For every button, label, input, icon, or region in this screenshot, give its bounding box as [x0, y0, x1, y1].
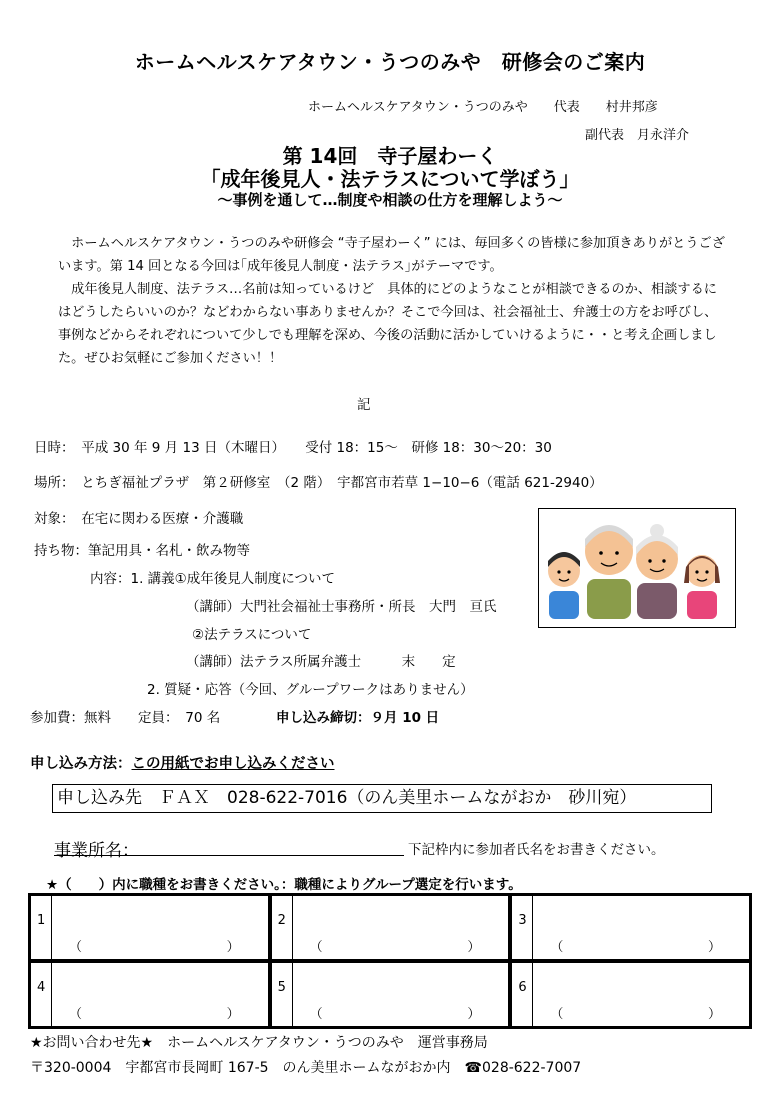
participant-form-grid	[28, 893, 752, 1029]
fee-capacity-line: 参加費：無料 定員： 70 名	[30, 710, 221, 726]
event-subtitle: ～事例を通して…制度や相談の仕方を理解しよう～	[217, 191, 563, 209]
job-type-open-paren: （	[550, 940, 564, 955]
lecturer-line-1: （講師）大門社会福祉士事務所・所長 大門 亘氏	[186, 599, 497, 615]
office-name-label: 事業所名：	[54, 841, 139, 861]
deadline-line: 申し込み締切：９月 10 日	[276, 710, 440, 726]
participant-number: 3	[518, 913, 527, 928]
participant-number: 6	[518, 980, 527, 995]
elderly-people-illustration	[538, 508, 736, 628]
address-text: 〒320-0004 宇都宮市長岡町 167-5 のん美里ホームながおか内	[30, 1060, 465, 1076]
application-method-value: この用紙でお申し込みください	[131, 756, 335, 772]
organizer-line: ホームヘルスケアタウン・うつのみや 代表 村井邦彦	[308, 100, 658, 115]
job-type-close-paren: ）	[467, 940, 481, 955]
job-type-open-paren: （	[69, 940, 83, 955]
ki-mark: 記	[357, 397, 371, 413]
job-type-close-paren: ）	[226, 940, 240, 955]
participant-field-5[interactable]	[272, 963, 509, 1026]
job-type-open-paren: （	[309, 940, 323, 955]
target-line: 対象： 在宅に関わる医療・介護職	[34, 511, 244, 527]
job-type-open-paren: （	[69, 1007, 83, 1022]
vice-representative-line: 副代表 月永洋介	[585, 128, 690, 143]
office-name-note: 下記枠内に参加者氏名をお書きください。	[408, 842, 665, 858]
intro-text	[58, 232, 728, 370]
intro-paragraph-2: 成年後見人制度、法テラス…名前は知っているけど 具体的にどのようなことが相談できるのか、相談するにはどうしたらいいのか？などわからない事ありませんか？そこで今回は、社会福祉士、弁護士の方をお呼びし、事例などからそれぞれについて少しでも理解を深め、今後の活動に活かしていけるように・・と考え企画しました。ぜひお気軽にご参加ください！！	[58, 282, 718, 366]
participant-field-2[interactable]	[272, 896, 509, 959]
content-line-2: 2. 質疑・応答（今回、グループワークはありません）	[147, 682, 474, 698]
job-type-note: ★（ ）内に職種をお書きください。：職種によりグループ選定を行います。	[46, 877, 522, 893]
job-type-open-paren: （	[309, 1007, 323, 1022]
job-type-close-paren: ）	[707, 1007, 721, 1022]
job-type-close-paren: ）	[226, 1007, 240, 1022]
job-type-close-paren: ）	[707, 940, 721, 955]
application-method-label: 申し込み方法：	[30, 756, 132, 772]
participant-number: 5	[277, 980, 286, 995]
participant-field-6[interactable]	[512, 963, 749, 1026]
job-type-close-paren: ）	[467, 1007, 481, 1022]
participant-field-4[interactable]	[31, 963, 268, 1026]
content-line-1: 内容：1. 講義①成年後見人制度について	[90, 571, 336, 587]
phone-icon: ☎	[464, 1060, 482, 1076]
office-name-field[interactable]	[54, 855, 404, 856]
date-line: 日時： 平成 30 年 9 月 13 日（木曜日） 受付 18：15～ 研修 18：30～20：30	[34, 440, 552, 456]
fax-destination-box: 申し込み先 ＦＡＸ 028-622-7016（のん美里ホームながおか 砂川宛）	[52, 784, 712, 813]
participant-number: 2	[277, 913, 286, 928]
contact-heading: ★お問い合わせ先★ ホームヘルスケアタウン・うつのみや 運営事務局	[30, 1035, 488, 1051]
participant-field-1[interactable]	[31, 896, 268, 959]
job-type-open-paren: （	[550, 1007, 564, 1022]
page-title: ホームヘルスケアタウン・うつのみや 研修会のご案内	[134, 50, 646, 74]
participant-number: 4	[37, 980, 46, 995]
items-line: 持ち物：筆記用具・名札・飲み物等	[34, 543, 250, 559]
content-line-1b: ②法テラスについて	[192, 627, 312, 643]
application-method	[30, 752, 335, 773]
elderly-people-icon	[539, 509, 735, 627]
phone-number: 028-622-7007	[482, 1060, 582, 1076]
place-line: 場所： とちぎ福祉プラザ 第２研修室 （2 階） 宇都宮市若草 1−10−6（電話 621-2940）	[34, 475, 603, 491]
intro-paragraph-1: ホームヘルスケアタウン・うつのみや研修会 “寺子屋わーく” には、毎回多くの皆様に参加頂きありがとうございます。第 14 回となる今回は｢成年後見人制度・法テラス｣がテーマです。	[58, 236, 725, 274]
participant-field-3[interactable]	[512, 896, 749, 959]
event-number: 第 14回 寺子屋わーく	[282, 144, 498, 168]
participant-number: 1	[37, 913, 46, 928]
event-theme: 「成年後見人・法テラスについて学ぼう」	[200, 167, 580, 191]
lecturer-line-2: （講師）法テラス所属弁護士 末 定	[186, 654, 456, 670]
contact-address	[30, 1057, 581, 1077]
